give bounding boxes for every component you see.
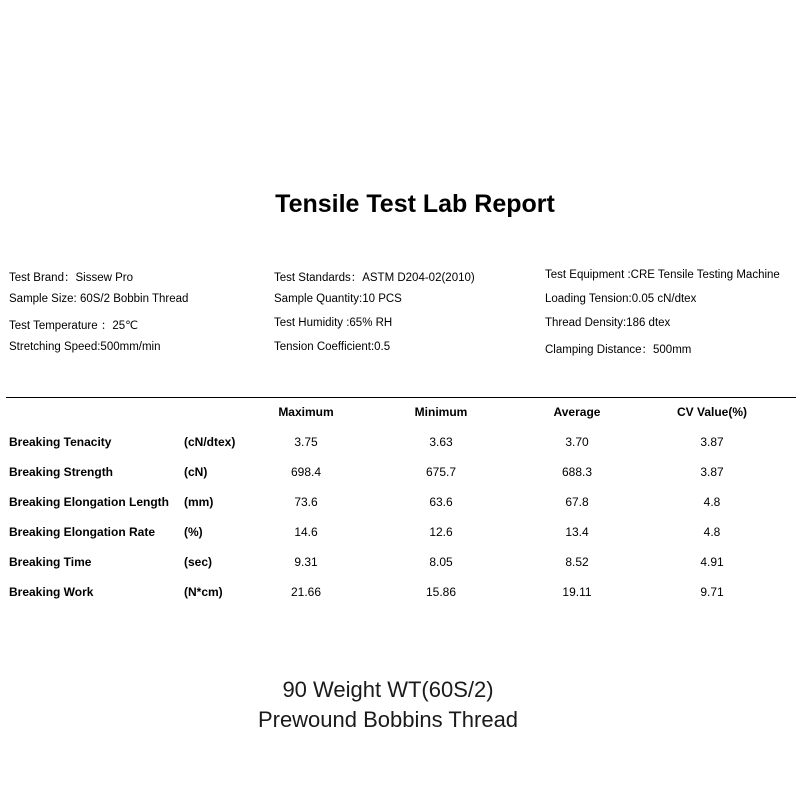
row-label-breaking-strength: Breaking Strength bbox=[9, 465, 114, 479]
row-label-breaking-tenacity: Breaking Tenacity bbox=[9, 435, 112, 449]
info-tension-coefficient: Tension Coefficient:0.5 bbox=[274, 341, 391, 353]
info-test-temperature: Test Temperature ：25℃ bbox=[9, 320, 139, 332]
info-stretching-speed: Stretching Speed:500mm/min bbox=[9, 341, 161, 353]
table-cell: 688.3 bbox=[561, 465, 593, 479]
table-cell: 67.8 bbox=[565, 495, 589, 509]
info-sample-quantity: Sample Quantity:10 PCS bbox=[274, 293, 402, 305]
table-cell: 3.75 bbox=[294, 435, 318, 449]
table-cell: 698.4 bbox=[290, 465, 322, 479]
info-loading-tension: Loading Tension:0.05 cN/dtex bbox=[545, 293, 697, 305]
header-minimum: Minimum bbox=[414, 405, 468, 419]
info-sample-size: Sample Size: 60S/2 Bobbin Thread bbox=[9, 293, 189, 305]
table-cell: 21.66 bbox=[290, 585, 322, 599]
table-cell: 15.86 bbox=[425, 585, 457, 599]
row-unit: (N*cm) bbox=[184, 585, 223, 599]
info-test-equipment: Test Equipment :CRE Tensile Testing Machine bbox=[545, 269, 780, 281]
table-cell: 3.87 bbox=[700, 465, 724, 479]
table-cell: 8.05 bbox=[429, 555, 453, 569]
table-cell: 4.8 bbox=[703, 495, 721, 509]
table-cell: 12.6 bbox=[429, 525, 453, 539]
table-cell: 675.7 bbox=[425, 465, 457, 479]
header-maximum: Maximum bbox=[278, 405, 334, 419]
info-test-standards: Test Standards：ASTM D204-02(2010) bbox=[274, 272, 475, 284]
row-label-breaking-elongation-rate: Breaking Elongation Rate bbox=[9, 525, 156, 539]
table-cell: 13.4 bbox=[565, 525, 589, 539]
caption-product: Prewound Bobbins Thread bbox=[257, 707, 519, 732]
table-cell: 8.52 bbox=[565, 555, 589, 569]
info-test-brand: Test Brand：Sissew Pro bbox=[9, 272, 133, 284]
table-cell: 63.6 bbox=[429, 495, 453, 509]
info-thread-density: Thread Density:186 dtex bbox=[545, 317, 671, 329]
row-label-breaking-elongation-length: Breaking Elongation Length bbox=[9, 495, 170, 509]
table-cell: 14.6 bbox=[294, 525, 318, 539]
table-divider bbox=[6, 397, 796, 398]
table-cell: 3.63 bbox=[429, 435, 453, 449]
row-label-breaking-work: Breaking Work bbox=[9, 585, 94, 599]
caption-weight: 90 Weight WT(60S/2) bbox=[282, 677, 494, 702]
row-unit: (cN/dtex) bbox=[184, 435, 236, 449]
header-average: Average bbox=[553, 405, 601, 419]
row-label-breaking-time: Breaking Time bbox=[9, 555, 92, 569]
table-cell: 9.71 bbox=[700, 585, 724, 599]
row-unit: (mm) bbox=[184, 495, 214, 509]
table-cell: 4.8 bbox=[703, 525, 721, 539]
table-cell: 73.6 bbox=[294, 495, 318, 509]
info-test-humidity: Test Humidity :65% RH bbox=[274, 317, 393, 329]
table-cell: 4.91 bbox=[700, 555, 724, 569]
row-unit: (cN) bbox=[184, 465, 208, 479]
row-unit: (%) bbox=[184, 525, 203, 539]
table-cell: 3.70 bbox=[565, 435, 589, 449]
table-cell: 3.87 bbox=[700, 435, 724, 449]
row-unit: (sec) bbox=[184, 555, 213, 569]
report-title: Tensile Test Lab Report bbox=[275, 190, 555, 218]
header-cv-value: CV Value(%) bbox=[676, 405, 748, 419]
table-cell: 9.31 bbox=[294, 555, 318, 569]
info-clamping-distance: Clamping Distance：500mm bbox=[545, 344, 692, 356]
table-cell: 19.11 bbox=[562, 585, 592, 599]
